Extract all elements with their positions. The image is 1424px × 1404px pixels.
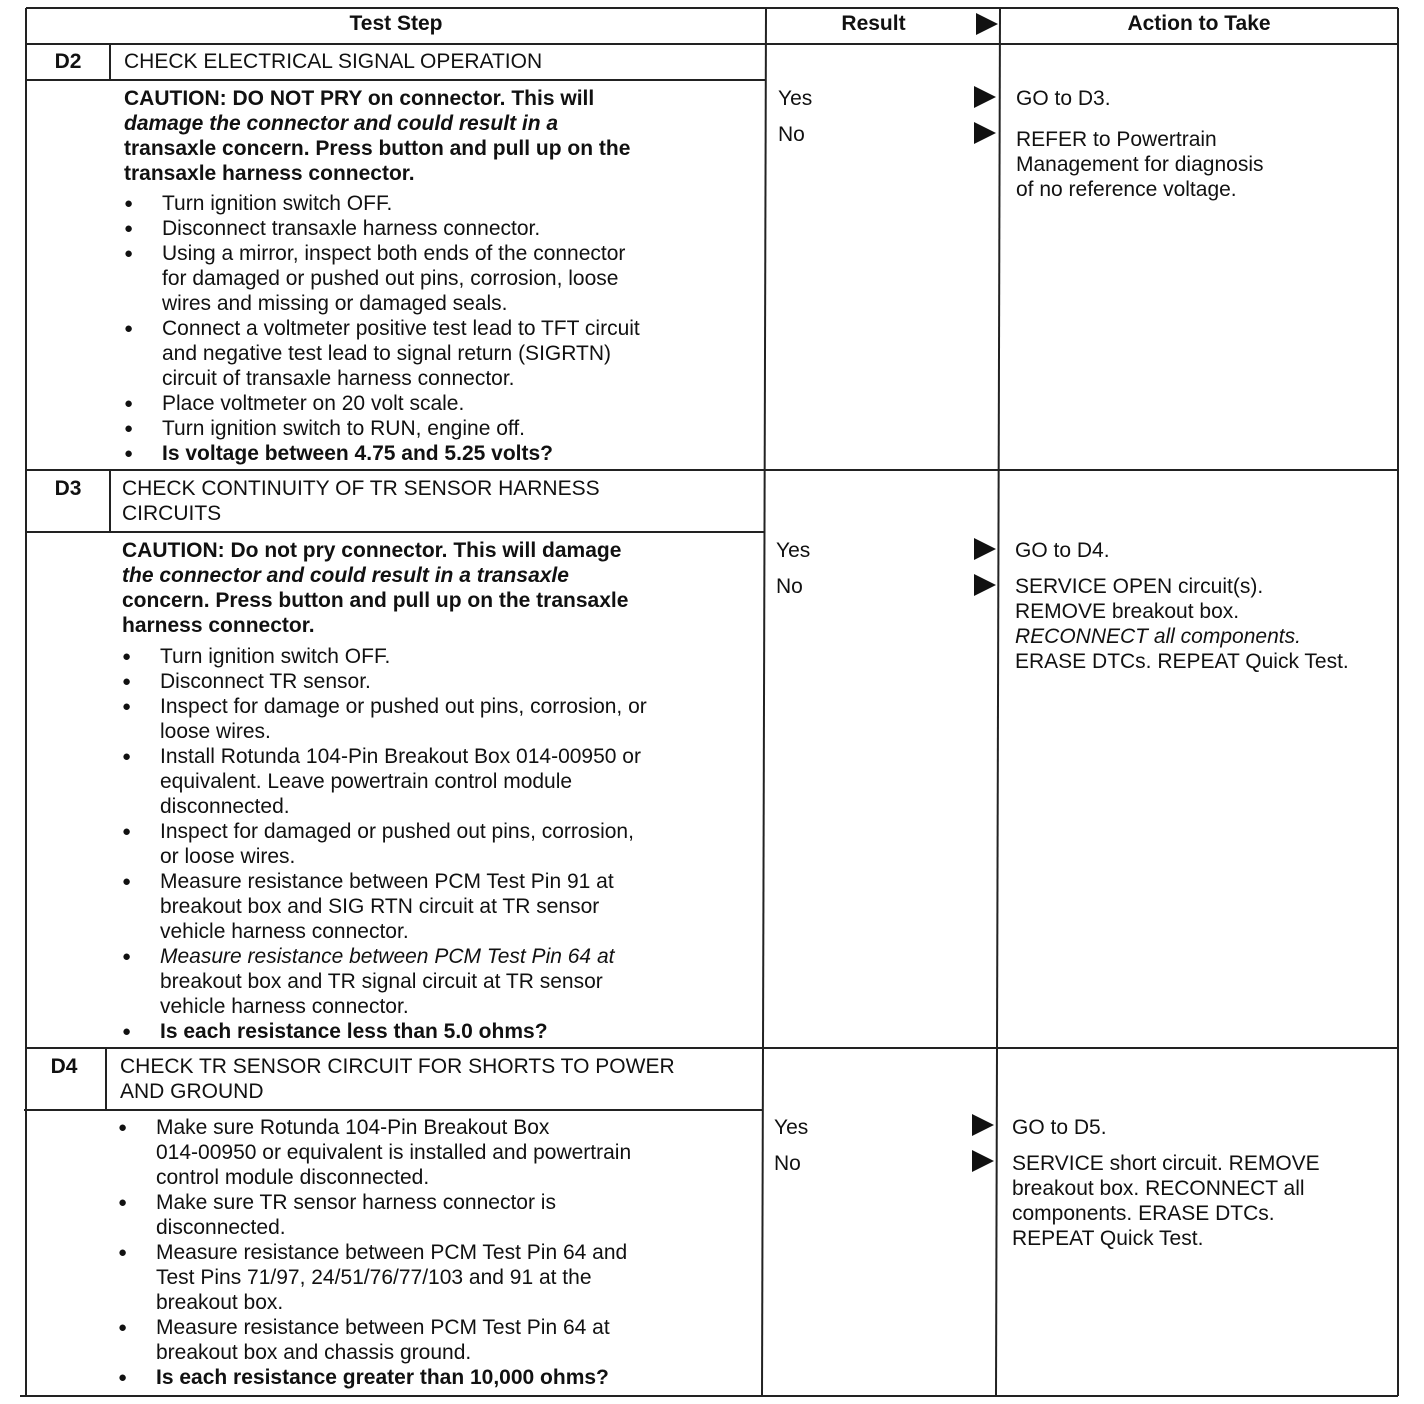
list-item: ● Measure resistance between PCM Test Pin 64 and Test Pins 71/97, 24/51/76/77/103 and 91 at the breakout box. — [118, 1240, 631, 1315]
procedure-list — [118, 1115, 631, 1390]
list-item: ● Disconnect TR sensor. — [122, 669, 647, 694]
step-title: CHECK TR SENSOR CIRCUIT FOR SHORTS TO POWER AND GROUND — [120, 1055, 675, 1103]
list-item: ● Turn ignition switch OFF. — [124, 191, 640, 216]
result-yes: Yes — [774, 1116, 809, 1139]
action-no: SERVICE short circuit. REMOVE breakout box. RECONNECT all components. ERASE DTCs. REPEAT Quick Test. — [1012, 1152, 1320, 1250]
header-result: Result — [841, 12, 906, 35]
list-item: ● Turn ignition switch OFF. — [122, 644, 647, 669]
step-title: CHECK CONTINUITY OF TR SENSOR HARNESS CIRCUITS — [122, 477, 600, 525]
header-test-step: Test Step — [349, 12, 443, 35]
procedure-list — [124, 191, 640, 466]
action-yes: GO to D3. — [1016, 87, 1111, 110]
arrow-icon — [972, 1150, 994, 1172]
list-item: ● Disconnect transaxle harness connector. — [124, 216, 640, 241]
list-item: ● Measure resistance between PCM Test Pin 91 at breakout box and SIG RTN circuit at TR sensor vehicle harness connector. — [122, 869, 647, 944]
step-id: D4 — [50, 1055, 78, 1078]
action-yes: GO to D5. — [1012, 1116, 1107, 1139]
list-item: ● Using a mirror, inspect both ends of the connector for damaged or pushed out pins, corrosion, loose wires and missing or damaged seals. — [124, 241, 640, 316]
list-item-question: ● Is voltage between 4.75 and 5.25 volts? — [124, 441, 640, 466]
list-item: ● Connect a voltmeter positive test lead to TFT circuit and negative test lead to signal return (SIGRTN) circuit of transaxle harness connector. — [124, 316, 640, 391]
result-yes: Yes — [778, 87, 813, 110]
arrow-icon — [974, 122, 996, 144]
list-item: ● Make sure TR sensor harness connector is disconnected. — [118, 1190, 631, 1240]
result-no: No — [776, 575, 803, 598]
header-action: Action to Take — [1127, 12, 1271, 35]
list-item: ● Place voltmeter on 20 volt scale. — [124, 391, 640, 416]
list-item-question: ● Is each resistance greater than 10,000 ohms? — [118, 1365, 631, 1390]
caution-text: CAUTION: DO NOT PRY on connector. This will damage the connector and could result in a transaxle concern. Press button and pull up on the transaxle harness connector. — [124, 87, 631, 185]
list-item: ● Measure resistance between PCM Test Pin 64 at breakout box and chassis ground. — [118, 1315, 631, 1365]
action-no: SERVICE OPEN circuit(s). REMOVE breakout box. RECONNECT all components. ERASE DTCs. REPEAT Quick Test. — [1015, 575, 1349, 673]
result-no: No — [778, 123, 805, 146]
result-yes: Yes — [776, 539, 811, 562]
list-item: ● Turn ignition switch to RUN, engine off. — [124, 416, 640, 441]
arrow-icon — [974, 538, 996, 560]
step-id: D2 — [54, 50, 82, 73]
list-item: ● Inspect for damaged or pushed out pins, corrosion, or loose wires. — [122, 819, 647, 869]
caution-text: CAUTION: Do not pry connector. This will damage the connector and could result in a transaxle concern. Press button and pull up on the transaxle harness connector. — [122, 539, 629, 637]
step-title: CHECK ELECTRICAL SIGNAL OPERATION — [124, 50, 543, 73]
procedure-list — [122, 644, 647, 1044]
result-no: No — [774, 1152, 801, 1175]
arrow-icon — [974, 86, 996, 108]
arrow-icon — [974, 574, 996, 596]
action-yes: GO to D4. — [1015, 539, 1110, 562]
list-item: ● Measure resistance between PCM Test Pin 64 at breakout box and TR signal circuit at TR sensor vehicle harness connector. — [122, 944, 647, 1019]
list-item: ● Inspect for damage or pushed out pins, corrosion, or loose wires. — [122, 694, 647, 744]
step-id: D3 — [54, 477, 82, 500]
list-item: ● Make sure Rotunda 104-Pin Breakout Box 014-00950 or equivalent is installed and powertrain control module disconnected. — [118, 1115, 631, 1190]
arrow-icon — [972, 1114, 994, 1136]
list-item: ● Install Rotunda 104-Pin Breakout Box 014-00950 or equivalent. Leave powertrain control module disconnected. — [122, 744, 647, 819]
header-result-arrow-icon — [976, 13, 998, 35]
action-no: REFER to Powertrain Management for diagnosis of no reference voltage. — [1016, 128, 1264, 201]
list-item-question: ● Is each resistance less than 5.0 ohms? — [122, 1019, 647, 1044]
